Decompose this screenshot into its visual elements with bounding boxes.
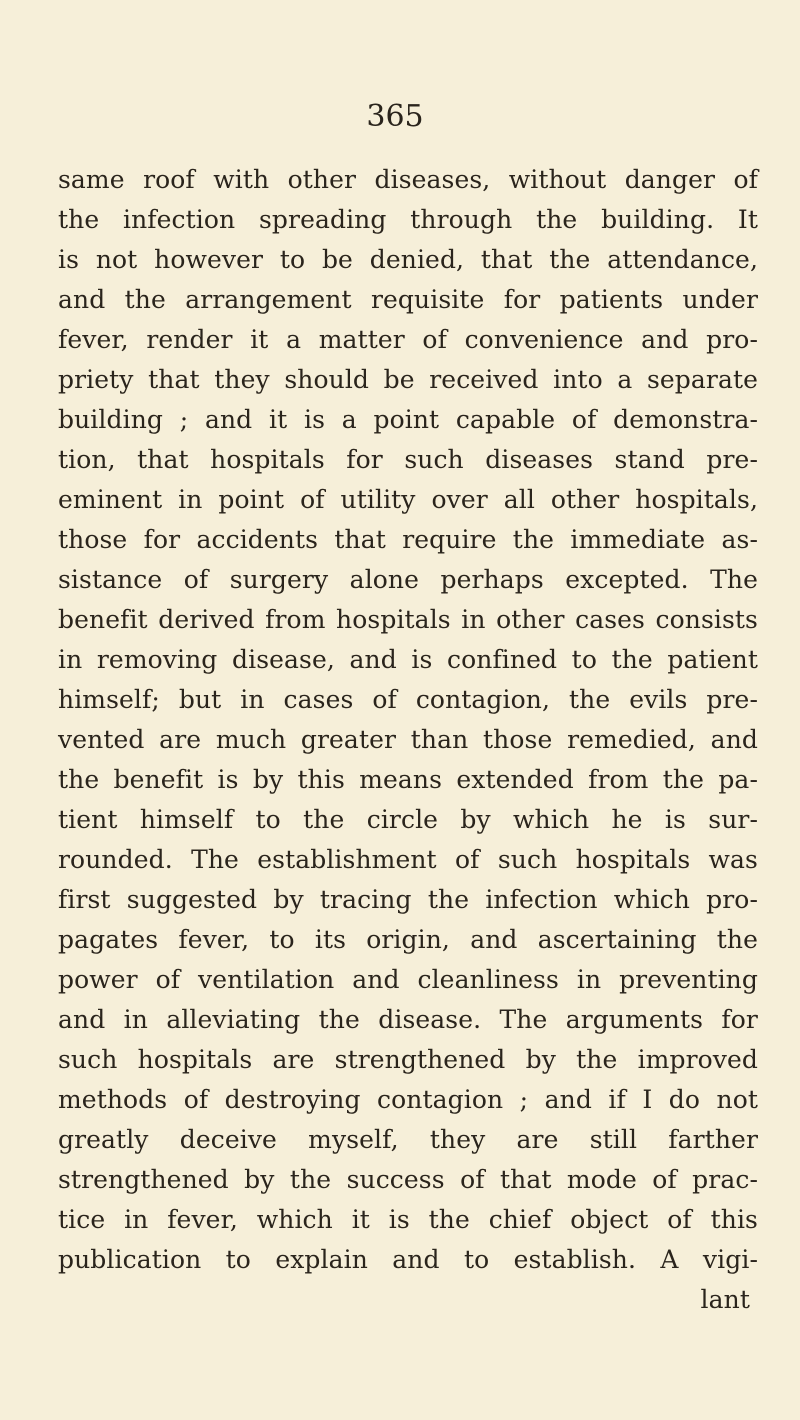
- text-line: vented are much greater than those remedied, and: [58, 725, 758, 754]
- text-line: same roof with other diseases, without danger of: [58, 165, 758, 194]
- text-line: pagates fever, to its origin, and ascertaining the: [58, 925, 758, 954]
- text-line: the infection spreading through the building. It: [58, 205, 758, 234]
- text-line: is not however to be denied, that the attendance,: [58, 245, 758, 274]
- text-line: first suggested by tracing the infection which pro-: [58, 885, 758, 914]
- text-line: and the arrangement requisite for patients under: [58, 285, 758, 314]
- text-line: and in alleviating the disease. The arguments for: [58, 1005, 758, 1034]
- text-line: in removing disease, and is confined to the patient: [58, 645, 758, 674]
- text-line: strengthened by the success of that mode of prac-: [58, 1165, 758, 1194]
- text-line: himself; but in cases of contagion, the evils pre-: [58, 685, 758, 714]
- text-line: priety that they should be received into a separate: [58, 365, 758, 394]
- text-line: the benefit is by this means extended from the pa-: [58, 765, 758, 794]
- text-line: tion, that hospitals for such diseases stand pre-: [58, 445, 758, 474]
- body-text: [58, 160, 758, 1320]
- text-line: eminent in point of utility over all other hospitals,: [58, 485, 758, 514]
- text-line: tice in fever, which it is the chief object of this: [58, 1205, 758, 1234]
- text-line: sistance of surgery alone perhaps excepted. The: [58, 565, 758, 594]
- text-line: such hospitals are strengthened by the improved: [58, 1045, 758, 1074]
- text-line: building ; and it is a point capable of demonstra-: [58, 405, 758, 434]
- text-line: power of ventilation and cleanliness in preventing: [58, 965, 758, 994]
- text-line: tient himself to the circle by which he is sur-: [58, 805, 758, 834]
- text-line: publication to explain and to establish. A vigi-: [58, 1245, 758, 1274]
- text-line: methods of destroying contagion ; and if I do not: [58, 1085, 758, 1114]
- text-line: fever, render it a matter of convenience and pro-: [58, 325, 758, 354]
- text-line: greatly deceive myself, they are still farther: [58, 1125, 758, 1154]
- page-number: 365: [366, 99, 424, 134]
- text-line: benefit derived from hospitals in other cases consists: [58, 605, 758, 634]
- text-line: rounded. The establishment of such hospitals was: [58, 845, 758, 874]
- catchword: lant: [700, 1285, 750, 1314]
- text-line: those for accidents that require the immediate as-: [58, 525, 758, 554]
